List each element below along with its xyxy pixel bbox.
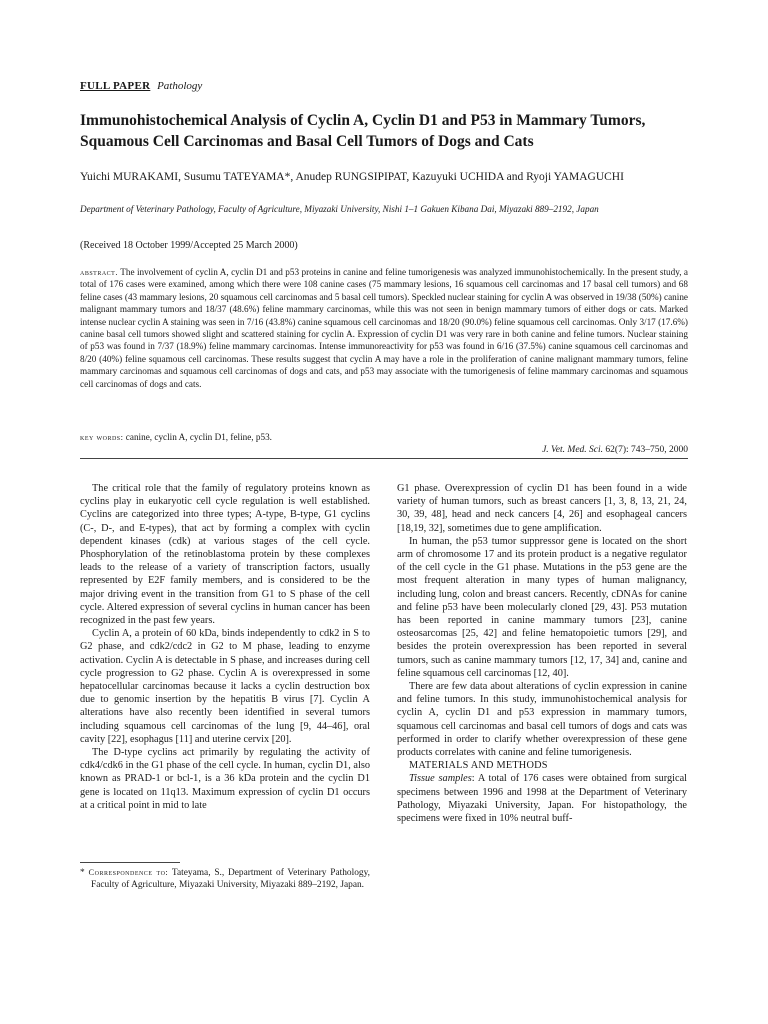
subsection-lead: Tissue samples <box>409 773 472 785</box>
footnote-divider <box>80 862 180 863</box>
left-column <box>80 482 370 812</box>
section-heading: MATERIALS AND METHODS <box>409 760 548 772</box>
author-list: Yuichi MURAKAMI, Susumu TATEYAMA*, Anudep RUNGSIPIPAT, Kazuyuki UCHIDA and Ryoji YAMAGUCHI <box>80 171 624 183</box>
footnote-text: Tateyama, S., Department of Veterinary Pathology, Faculty of Agriculture, Miyazaki University, Miyazaki 889–2192, Japan. <box>91 868 371 891</box>
body-paragraph <box>397 772 687 825</box>
body-paragraph: G1 phase. Overexpression of cyclin D1 has been found in a wide variety of human tumors, such as breast cancers [1, 3, 8, 13, 21, 24, 30, 39, 48], head and neck cancers [4, 26] and esophageal cancers [18,19, 32], sometimes due to gene amplification. <box>397 483 687 534</box>
section-label: Pathology <box>157 80 203 92</box>
body-paragraph: The critical role that the family of regulatory proteins known as cyclins play in eukaryotic cell cycle regulation is well established. Cyclins are categorized into three types; A-type, B-type, G1 cyclins (C-, D-, and E-types), that act by forming a complex with cyclin dependent kinases (cdk) at various stages of the cell cycle. Phosphorylation of the retinoblastoma protein by these complexes leads to the release of a variety of transcription factors, usually represented by E2F family members, and is considered to be the major driving event in the transition from G1 to S phase of the cell cycle. Altered expression of several cyclins in human cancer has been recognized in the past few years. <box>80 483 370 627</box>
paper-title: Immunohistochemical Analysis of Cyclin A, Cyclin D1 and P53 in Mammary Tumors, Squamous Cell Carcinomas and Basal Cell Tumors of Dogs and Cats <box>80 112 646 150</box>
affiliation: Department of Veterinary Pathology, Faculty of Agriculture, Miyazaki University, Nishi 1–1 Gakuen Kibana Dai, Miyazaki 889–2192, Japan <box>80 204 599 214</box>
received-dates: (Received 18 October 1999/Accepted 25 March 2000) <box>80 240 298 251</box>
body-paragraph: The D-type cyclins act primarily by regulating the activity of cdk4/cdk6 in the G1 phase of the cell cycle. In human, cyclin D1, also known as PRAD-1 or bcl-1, is a 36 kDa protein and the cyclin D1 gene is located on 11q13. Maximum expression of cyclin D1 occurs at a critical point in mid to late <box>80 747 370 811</box>
journal-volume-pages: 62(7): 743–750, 2000 <box>605 445 688 455</box>
abstract <box>80 266 688 390</box>
journal-citation <box>400 445 688 455</box>
body-paragraph: In human, the p53 tumor suppressor gene is located on the short arm of chromosome 17 and its protein product is a negative regulator of the cell cycle in the G1 phase. Mutations in the p53 gene are the most frequent alteration in many types of human malignancy, including lung, colon and breast cancers. Recently, cDNAs for canine and feline p53 have been molecularly cloned [29, 43]. P53 mutation has been reported in canine mammary tumors [23], canine osteosarcomas [25, 42] and feline hematopoietic tumors [29], and besides the protein overexpression has been reported in several tumors, such as canine mammary tumors [12, 17, 34] and, canine and feline squamous cell carcinomas [12, 40]. <box>397 535 687 679</box>
right-column <box>397 482 687 825</box>
keywords-text: canine, cyclin A, cyclin D1, feline, p53. <box>125 432 272 442</box>
paper-type-label: FULL PAPER <box>80 80 151 92</box>
body-paragraph: There are few data about alterations of cyclin expression in canine and feline tumors. In this study, immunohistochemical analysis for cyclin A, cyclin D1 and p53 expression in mammary tumors, squamous cell carcinomas and basal cell tumors of dogs and cats was performed in order to clarify whether overexpression of these gene products correlates with canine and feline tumorigenesis. <box>397 681 687 759</box>
header-divider <box>80 458 688 459</box>
paper-header <box>80 80 202 92</box>
abstract-label: abstract. <box>80 267 118 277</box>
keywords <box>80 432 688 442</box>
correspondence-footnote <box>80 866 370 892</box>
abstract-text: The involvement of cyclin A, cyclin D1 and p53 proteins in canine and feline tumorigenesis was analyzed immunohistochemically. In the present study, a total of 176 cases were examined, among which there were 108 canine cases (75 mammary lesions, 16 squamous cell carcinomas and 17 basal cell tumors) and 68 feline cases (43 mammary lesions, 20 squamous cell carcinomas and 5 basal cell tumors). Speckled nuclear staining for cyclin A was observed in 19/38 (50%) canine malignant mammary tumors and 18/37 (48.6%) feline mammary carcinomas, while this was not seen in benign mammary tumors of either dogs or cats. Marked intense nuclear cyclin A staining was seen in 7/16 (43.8%) canine squamous cell carcinomas and 18/20 (90.0%) feline squamous cell carcinomas. Only 3/17 (17.6%) canine basal cell tumors showed slight and scattered staining for cyclin A. Expression of cyclin D1 was very rare in both canine and feline tumors. Nuclear staining of p53 was found in 7/37 (18.9%) feline mammary carcinomas. Intense immunoreactivity for p53 was found in 6/16 (37.5%) canine squamous cell carcinomas and 8/20 (40%) feline squamous cell carcinomas. These results suggest that cyclin A may have a role in the proliferation of canine malignant mammary tumors, feline mammary carcinomas and squamous cell carcinomas of dogs and cats, and p53 may associate with the tumorigenesis of feline mammary carcinomas and squamous cell carcinomas of dogs and cats. <box>80 267 688 389</box>
footnote-marker: * <box>80 868 89 878</box>
journal-name: J. Vet. Med. Sci. <box>542 445 604 455</box>
body-paragraph: Cyclin A, a protein of 60 kDa, binds independently to cdk2 in S to G2 phase, and cdk2/cdc2 in G2 to M phase, leading to enzyme activation. Cyclin A is detectable in S phase, and increases during cell cycle progression to G2 phase. Cyclin A is overexpressed in some hepatocellular carcinomas because it lacks a cyclin destruction box due to genomic insertion by the hepatitis B virus [7]. Cyclin A alterations have also recently been identified in several tumors including squamous cell carcinomas of the lung [9, 44–46], oral cavity [22], esophagus [11] and uterine cervix [20]. <box>80 628 370 745</box>
subsection-text: : A total of 176 cases were obtained from surgical specimens between 1996 and 1998 at the Department of Veterinary Pathology, Miyazaki University, Japan. For histopathology, the specimens were fixed in 10% neutral buff- <box>397 773 687 825</box>
keywords-label: key words: <box>80 432 124 442</box>
footnote-label: Correspondence to: <box>88 867 169 877</box>
